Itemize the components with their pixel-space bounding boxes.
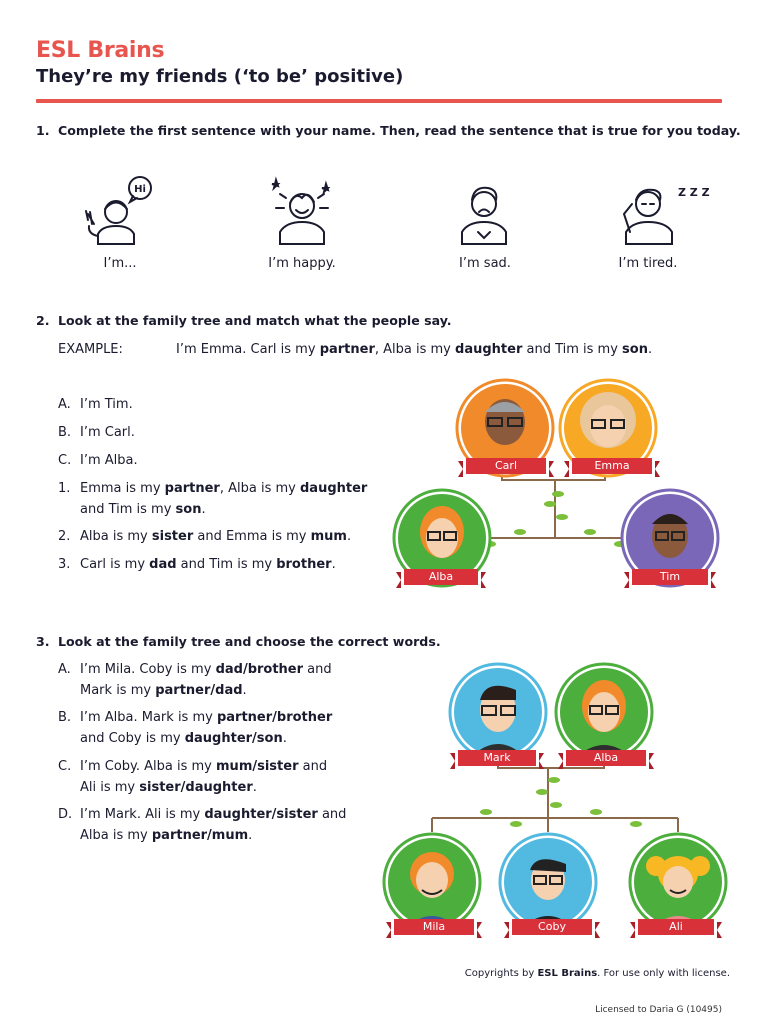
name-ribbon-alba: Alba [566,750,646,766]
list-item: A. I’m Tim. [58,397,133,412]
license-note: Licensed to Daria G (10495) [595,1005,722,1015]
sad-person-icon [448,176,520,248]
hi-bubble-text: Hi [134,184,146,195]
name-ribbon-alba: Alba [404,569,478,585]
avatar-coby [500,834,596,930]
avatar-alba [556,664,652,760]
task-2-heading [36,313,452,328]
statement-2: 2. Alba is my sister and Emma is my mum. [58,529,352,544]
avatar-mila [384,834,480,930]
title-divider [36,99,722,103]
name-ribbon-emma: Emma [572,458,652,474]
task-3-heading [36,634,441,649]
statement-3: 3. Carl is my dad and Tim is my brother. [58,557,336,572]
list-item: C. I’m Alba. [58,453,138,468]
task-number: 2. [36,313,50,328]
caption-im: I’m... [103,256,137,271]
tired-person-icon [614,174,710,248]
example-sentence: I’m Emma. Carl is my partner, Alba is my daughter and Tim is my son. [176,342,653,357]
avatar-ali [630,834,726,930]
task-text: Look at the family tree and match what the people say. [58,313,452,328]
question-c: C. I’m Coby. Alba is my mum/sister and Ali is my sister/daughter. [58,759,328,795]
family-tree-2 [376,660,746,940]
question-b: B. I’m Alba. Mark is my partner/brother and Coby is my daughter/son. [58,710,333,746]
avatar-mark [450,664,546,760]
list-item: B. I’m Carl. [58,425,135,440]
caption-tired: I’m tired. [618,256,678,271]
statement-1: 1. Emma is my partner, Alba is my daughter and Tim is my son. [58,481,368,517]
family-tree-1 [380,372,730,592]
task-1-heading [36,123,741,138]
caption-happy: I’m happy. [268,256,336,271]
name-ribbon-ali: Ali [638,919,714,935]
worksheet-title: They’re my friends (‘to be’ positive) [36,66,404,87]
name-ribbon-tim: Tim [632,569,708,585]
name-ribbon-coby: Coby [512,919,592,935]
name-ribbon-carl: Carl [466,458,546,474]
zzz-text: Z Z Z [678,186,710,199]
happy-person-icon [266,176,338,248]
task-number: 3. [36,634,50,649]
brand-name: ESL Brains [36,38,165,63]
task-text: Complete the first sentence with your name. Then, read the sentence that is true for you today. [58,123,741,138]
question-a: A. I’m Mila. Coby is my dad/brother and Mark is my partner/dad. [58,662,332,698]
waving-person-icon [80,176,160,248]
question-d: D. I’m Mark. Ali is my daughter/sister and Alba is my partner/mum. [58,807,347,843]
example-label: EXAMPLE: [58,342,123,357]
task-text: Look at the family tree and choose the correct words. [58,634,441,649]
copyright-notice: Copyrights by ESL Brains. For use only with license. [464,968,730,979]
name-ribbon-mila: Mila [394,919,474,935]
name-ribbon-mark: Mark [458,750,536,766]
task-number: 1. [36,123,50,138]
caption-sad: I’m sad. [459,256,511,271]
